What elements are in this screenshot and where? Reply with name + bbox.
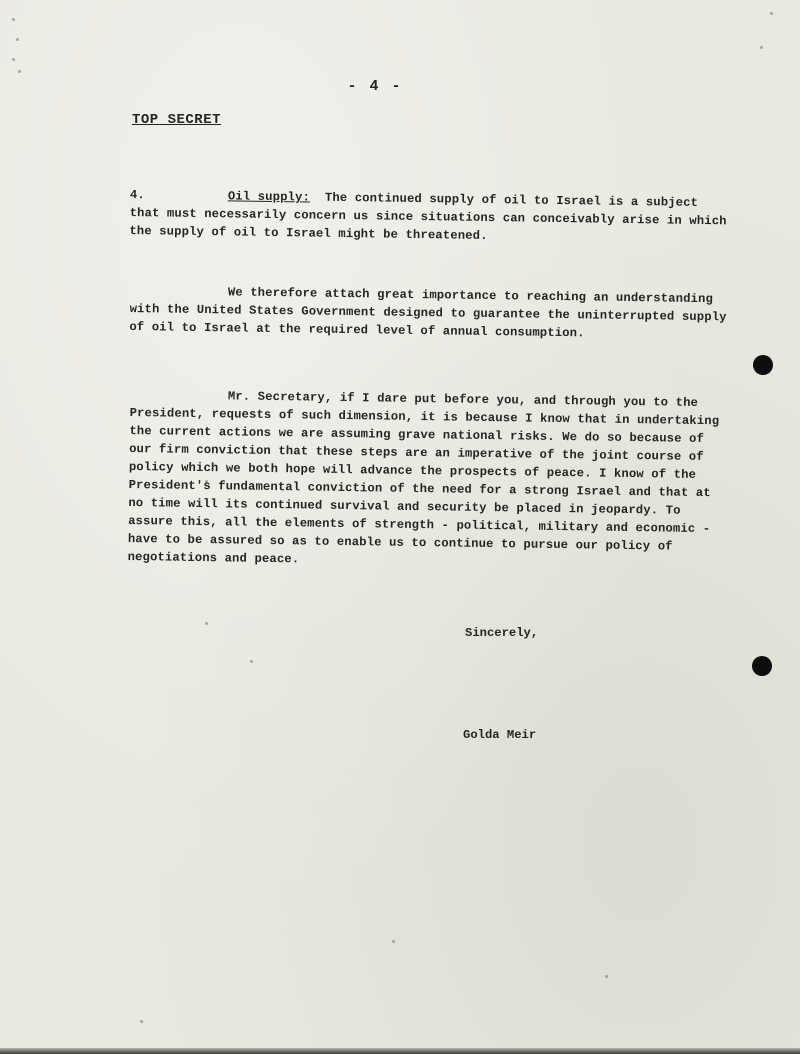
scan-speck [140,1020,143,1023]
scan-speck [250,660,253,663]
section-4-paragraph-1-text: The continued supply of oil to Israel is a subject that must necessarily concern us since situations can conceivably arise in which the supply of oil to Israel might be threatened. [129,190,727,243]
scan-edge [0,1048,800,1054]
scan-speck [392,940,395,943]
section-heading: Oil supply: [227,189,311,205]
section-4-paragraph-3 [127,386,729,574]
scan-speck [205,622,208,625]
section-4-paragraph-3-text: Mr. Secretary, if I dare put before you, and through you to the President, requests of such dimension, it is because I know that in undertaking the current actions we are assuming grave national risks. We do so because of our firm conviction that these steps are an imperative of the joint course of policy which we both hope will advance the prospects of peace. I know of the President's fundamental conviction of the need for a strong Israel and that at no time will its continued survival and security be placed in jeopardy. To assure this, all the elements of strength - political, military and economic - have to be assured so as to enable us to continue to pursue our policy of negotiations and peace. [127,389,720,567]
closing-salutation: Sincerely, [465,626,539,640]
scan-speck [760,46,763,49]
scan-speck [605,975,608,978]
scan-speck [12,58,15,61]
section-number: 4. [129,187,145,203]
section-4-paragraph-2 [129,282,730,344]
scan-speck [16,38,19,41]
section-4-paragraph-2-text: We therefore attach great importance to reaching an understanding with the United States Government designed to guarantee the uninterrupted supply of oil to Israel at the required level of annual consumption. [129,285,727,341]
classification-marking: TOP SECRET [132,112,222,128]
scan-speck [12,18,15,21]
scan-speck [18,70,21,73]
punch-hole-icon [752,656,772,676]
signatory-name: Golda Meir [463,728,537,742]
section-4-paragraph-1 [129,186,730,248]
page-number: - 4 - [347,78,403,95]
scan-speck [770,12,773,15]
punch-hole-icon [753,355,773,375]
